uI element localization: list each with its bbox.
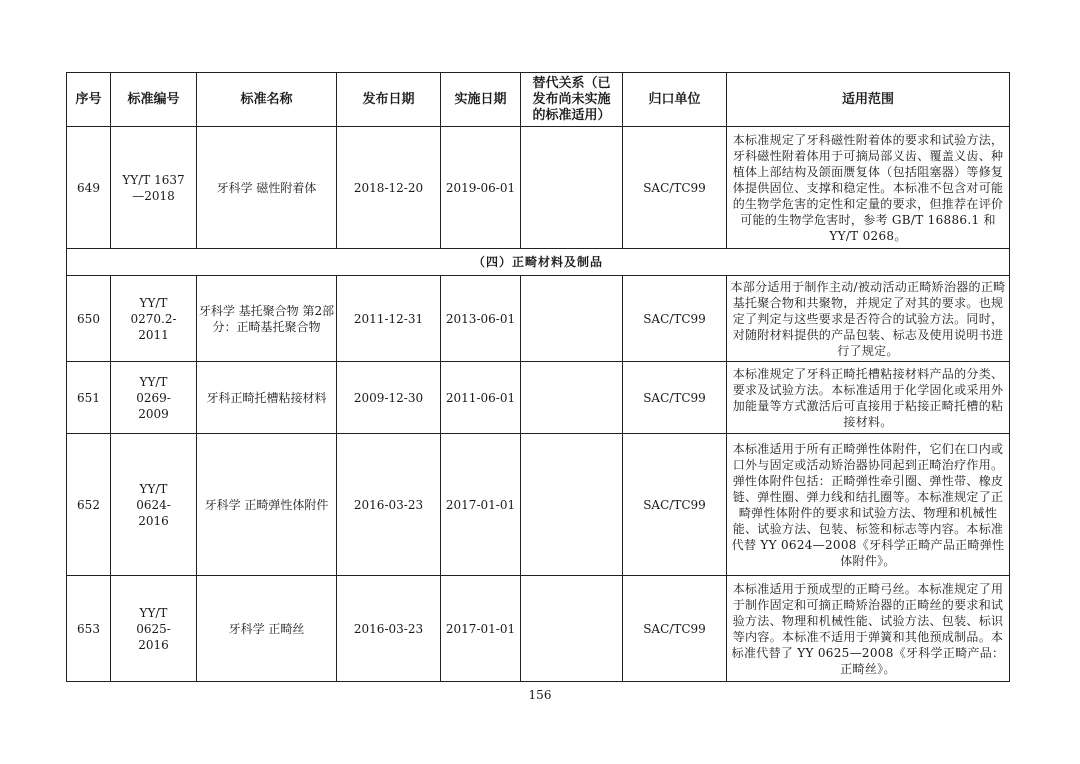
cell-replacement: [521, 576, 623, 682]
section-title: （四）正畸材料及制品: [67, 249, 1010, 276]
cell-code: YY/T 0625-2016: [111, 576, 197, 682]
cell-no: 653: [67, 576, 111, 682]
table-row: [67, 276, 1010, 362]
cell-replacement: [521, 434, 623, 576]
cell-publish-date: 2016-03-23: [337, 576, 441, 682]
cell-scope: 本标准适用于所有正畸弹性体附件，它们在口内或口外与固定或活动矫治器协同起到正畸治疗作用。弹性体附件包括：正畸弹性牵引圈、弹性带、橡皮链、弹性圈、弹力线和结扎圈等。本标准规定了正畸弹性体附件的要求和试验方法、物理和机械性能、试验方法、包装、标签和标志等内容。本标准代替 YY 0624—2008《牙科学正畸产品正畸弹性体附件》。: [727, 434, 1010, 576]
header-no: 序号: [67, 73, 111, 127]
cell-code: YY/T 0270.2-2011: [111, 276, 197, 362]
cell-publish-date: 2018-12-20: [337, 127, 441, 249]
cell-unit: SAC/TC99: [623, 127, 727, 249]
table-row: [67, 576, 1010, 682]
cell-effective-date: 2013-06-01: [441, 276, 521, 362]
cell-publish-date: 2016-03-23: [337, 434, 441, 576]
standards-table: [66, 72, 1010, 682]
page-number: 156: [528, 688, 552, 702]
cell-name: 牙科学 基托聚合物 第2部分：正畸基托聚合物: [197, 276, 337, 362]
cell-code: YY/T 0624-2016: [111, 434, 197, 576]
cell-scope: 本标准规定了牙科磁性附着体的要求和试验方法，牙科磁性附着体用于可摘局部义齿、覆盖义齿、种植体上部结构及颌面赝复体（包括阻塞器）等修复体提供固位、支撑和稳定性。本标准不包含对可能的生物学危害的定性和定量的要求，但推荐在评价可能的生物学危害时，参考 GB/T 16886.1 和 YY/T 0268。: [727, 127, 1010, 249]
cell-no: 652: [67, 434, 111, 576]
cell-effective-date: 2011-06-01: [441, 362, 521, 434]
cell-code: YY/T 0269-2009: [111, 362, 197, 434]
cell-effective-date: 2017-01-01: [441, 576, 521, 682]
cell-replacement: [521, 362, 623, 434]
cell-code: YY/T 1637—2018: [111, 127, 197, 249]
table-row: [67, 362, 1010, 434]
header-scope: 适用范围: [727, 73, 1010, 127]
cell-no: 651: [67, 362, 111, 434]
table-header-row: [67, 73, 1010, 127]
cell-name: 牙科学 正畸弹性体附件: [197, 434, 337, 576]
cell-effective-date: 2017-01-01: [441, 434, 521, 576]
cell-publish-date: 2009-12-30: [337, 362, 441, 434]
cell-unit: SAC/TC99: [623, 276, 727, 362]
header-effective-date: 实施日期: [441, 73, 521, 127]
header-unit: 归口单位: [623, 73, 727, 127]
cell-name: 牙科学 磁性附着体: [197, 127, 337, 249]
header-name: 标准名称: [197, 73, 337, 127]
cell-scope: 本标准规定了牙科正畸托槽粘接材料产品的分类、要求及试验方法。本标准适用于化学固化或采用外加能量等方式激活后可直接用于粘接正畸托槽的粘接材料。: [727, 362, 1010, 434]
cell-scope: 本标准适用于预成型的正畸弓丝。本标准规定了用于制作固定和可摘正畸矫治器的正畸丝的要求和试验方法、物理和机械性能、试验方法、包装、标识等内容。本标准不适用于弹簧和其他预成制品。本标准代替了 YY 0625—2008《牙科学正畸产品：正畸丝》。: [727, 576, 1010, 682]
cell-replacement: [521, 127, 623, 249]
cell-unit: SAC/TC99: [623, 434, 727, 576]
cell-name: 牙科学 正畸丝: [197, 576, 337, 682]
cell-name: 牙科正畸托槽粘接材料: [197, 362, 337, 434]
cell-no: 649: [67, 127, 111, 249]
header-replacement: 替代关系（已发布尚未实施的标准适用）: [521, 73, 623, 127]
header-publish-date: 发布日期: [337, 73, 441, 127]
cell-unit: SAC/TC99: [623, 362, 727, 434]
cell-scope: 本部分适用于制作主动/被动活动正畸矫治器的正畸基托聚合物和共聚物，并规定了对其的要求。也规定了判定与这些要求是否符合的试验方法。同时，对随附材料提供的产品包装、标志及使用说明书进行了规定。: [727, 276, 1010, 362]
cell-no: 650: [67, 276, 111, 362]
cell-effective-date: 2019-06-01: [441, 127, 521, 249]
cell-replacement: [521, 276, 623, 362]
cell-unit: SAC/TC99: [623, 576, 727, 682]
cell-publish-date: 2011-12-31: [337, 276, 441, 362]
table-row: [67, 434, 1010, 576]
header-code: 标准编号: [111, 73, 197, 127]
section-row: [67, 249, 1010, 276]
table-row: [67, 127, 1010, 249]
